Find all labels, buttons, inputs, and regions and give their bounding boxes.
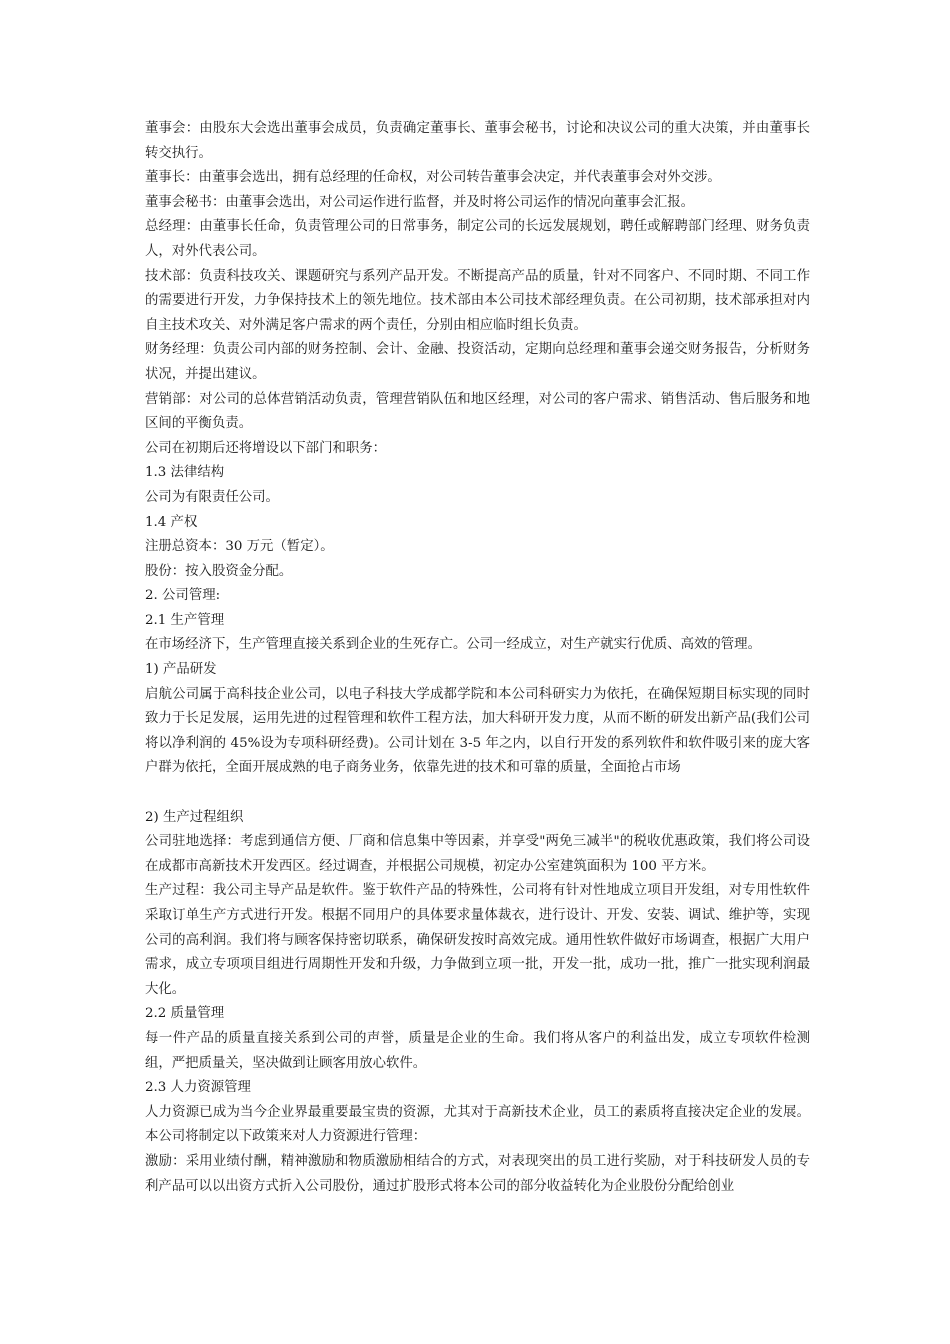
paragraph-board: 董事会：由股东大会选出董事会成员，负责确定董事长、董事会秘书，讨论和决议公司的重大决策，并由董事长转交执行。 bbox=[145, 121, 810, 161]
blank-line bbox=[145, 781, 810, 806]
heading-product-rnd: 1) 产品研发 bbox=[145, 662, 217, 678]
paragraph-marketing-dept: 营销部：对公司的总体营销活动负责，管理营销队伍和地区经理，对公司的客户需求、销售活动、售后服务和地区间的平衡负责。 bbox=[145, 391, 810, 432]
paragraph-finance-manager: 财务经理：负责公司内部的财务控制、会计、金融、投资活动，定期向总经理和董事会递交财务报告，分析财务状况，并提出建议。 bbox=[145, 342, 810, 382]
paragraph-production-management: 在市场经济下，生产管理直接关系到企业的生死存亡。公司一经成立，对生产就实行优质、高效的管理。 bbox=[145, 637, 761, 653]
heading-quality-management: 2.2 质量管理 bbox=[145, 1006, 225, 1022]
paragraph-general-manager: 总经理：由董事长任命，负责管理公司的日常事务，制定公司的长远发展规划，聘任或解聘部门经理、财务负责人，对外代表公司。 bbox=[145, 219, 810, 259]
paragraph-chairman: 董事长：由董事会选出，拥有总经理的任命权，对公司转告董事会决定，并代表董事会对外交涉。 bbox=[145, 170, 721, 186]
heading-production-process: 2) 生产过程组织 bbox=[145, 809, 244, 825]
heading-production-management: 2.1 生产管理 bbox=[145, 612, 225, 628]
paragraph-board-secretary: 董事会秘书：由董事会选出，对公司运作进行监督，并及时将公司运作的情况向董事会汇报。 bbox=[145, 194, 695, 210]
heading-company-management: 2. 公司管理: bbox=[145, 588, 221, 604]
paragraph-shares: 股份：按入股资金分配。 bbox=[145, 563, 293, 579]
heading-legal-structure: 1.3 法律结构 bbox=[145, 465, 225, 481]
paragraph-tech-dept: 技术部：负责科技攻关、课题研究与系列产品开发。不断提高产品的质量，针对不同客户、不同时期、不同工作的需要进行开发，力争保持技术上的领先地位。技术部由本公司技术部经理负责。在公司初期，技术部承担对内自主技术攻关、对外满足客户需求的两个责任，分别由相应临时组长负责。 bbox=[145, 268, 810, 333]
paragraph-site-selection: 公司驻地选择：考虑到通信方便、厂商和信息集中等因素，并享受"两免三减半"的税收优惠政策，我们将公司设在成都市高新技术开发西区。经过调查，并根据公司规模，初定办公室建筑面积为 100 平方米。 bbox=[145, 834, 810, 874]
paragraph-product-rnd: 启航公司属于高科技企业公司，以电子科技大学成都学院和本公司科研实力为依托，在确保短期目标实现的同时致力于长足发展，运用先进的过程管理和软件工程方法，加大科研开发力度，从而不断的研发出新产品(我们公司将以净利润的 45%设为专项科研经费)。公司计划在 3-5 年之内，以自行开发的系列软件和软件吸引来的庞大客户群为依托，全面开展成熟的电子商务业务，依靠先进的技术和可靠的质量，全面抢占市场 bbox=[145, 686, 810, 776]
paragraph-registered-capital: 注册总资本：30 万元（暂定）。 bbox=[145, 539, 334, 555]
heading-hr-management: 2.3 人力资源管理 bbox=[145, 1080, 251, 1096]
paragraph-future-departments: 公司在初期后还将增设以下部门和职务： bbox=[145, 440, 387, 456]
paragraph-legal-structure: 公司为有限责任公司。 bbox=[145, 489, 279, 505]
paragraph-incentives: 激励：采用业绩付酬，精神激励和物质激励相结合的方式，对表现突出的员工进行奖励，对于科技研发人员的专利产品可以以出资方式折入公司股份，通过扩股形式将本公司的部分收益转化为企业股份分配给创业 bbox=[145, 1153, 810, 1194]
document-page bbox=[145, 117, 810, 1199]
paragraph-hr-management: 人力资源已成为当今企业界最重要最宝贵的资源，尤其对于高新技术企业，员工的素质将直接决定企业的发展。本公司将制定以下政策来对人力资源进行管理： bbox=[145, 1104, 810, 1145]
heading-property-rights: 1.4 产权 bbox=[145, 514, 198, 530]
paragraph-production-process: 生产过程：我公司主导产品是软件。鉴于软件产品的特殊性，公司将有针对性地成立项目开发组，对专用性软件采取订单生产方式进行开发。根据不同用户的具体要求量体裁衣，进行设计、开发、安装、调试、维护等，实现公司的高利润。我们将与顾客保持密切联系，确保研发按时高效完成。通用性软件做好市场调查，根据广大用户需求，成立专项项目组进行周期性开发和升级，力争做到立项一批，开发一批，成功一批，推广一批实现利润最大化。 bbox=[145, 883, 810, 997]
paragraph-quality-management: 每一件产品的质量直接关系到公司的声誉，质量是企业的生命。我们将从客户的利益出发，成立专项软件检测组，严把质量关，坚决做到让顾客用放心软件。 bbox=[145, 1030, 810, 1071]
